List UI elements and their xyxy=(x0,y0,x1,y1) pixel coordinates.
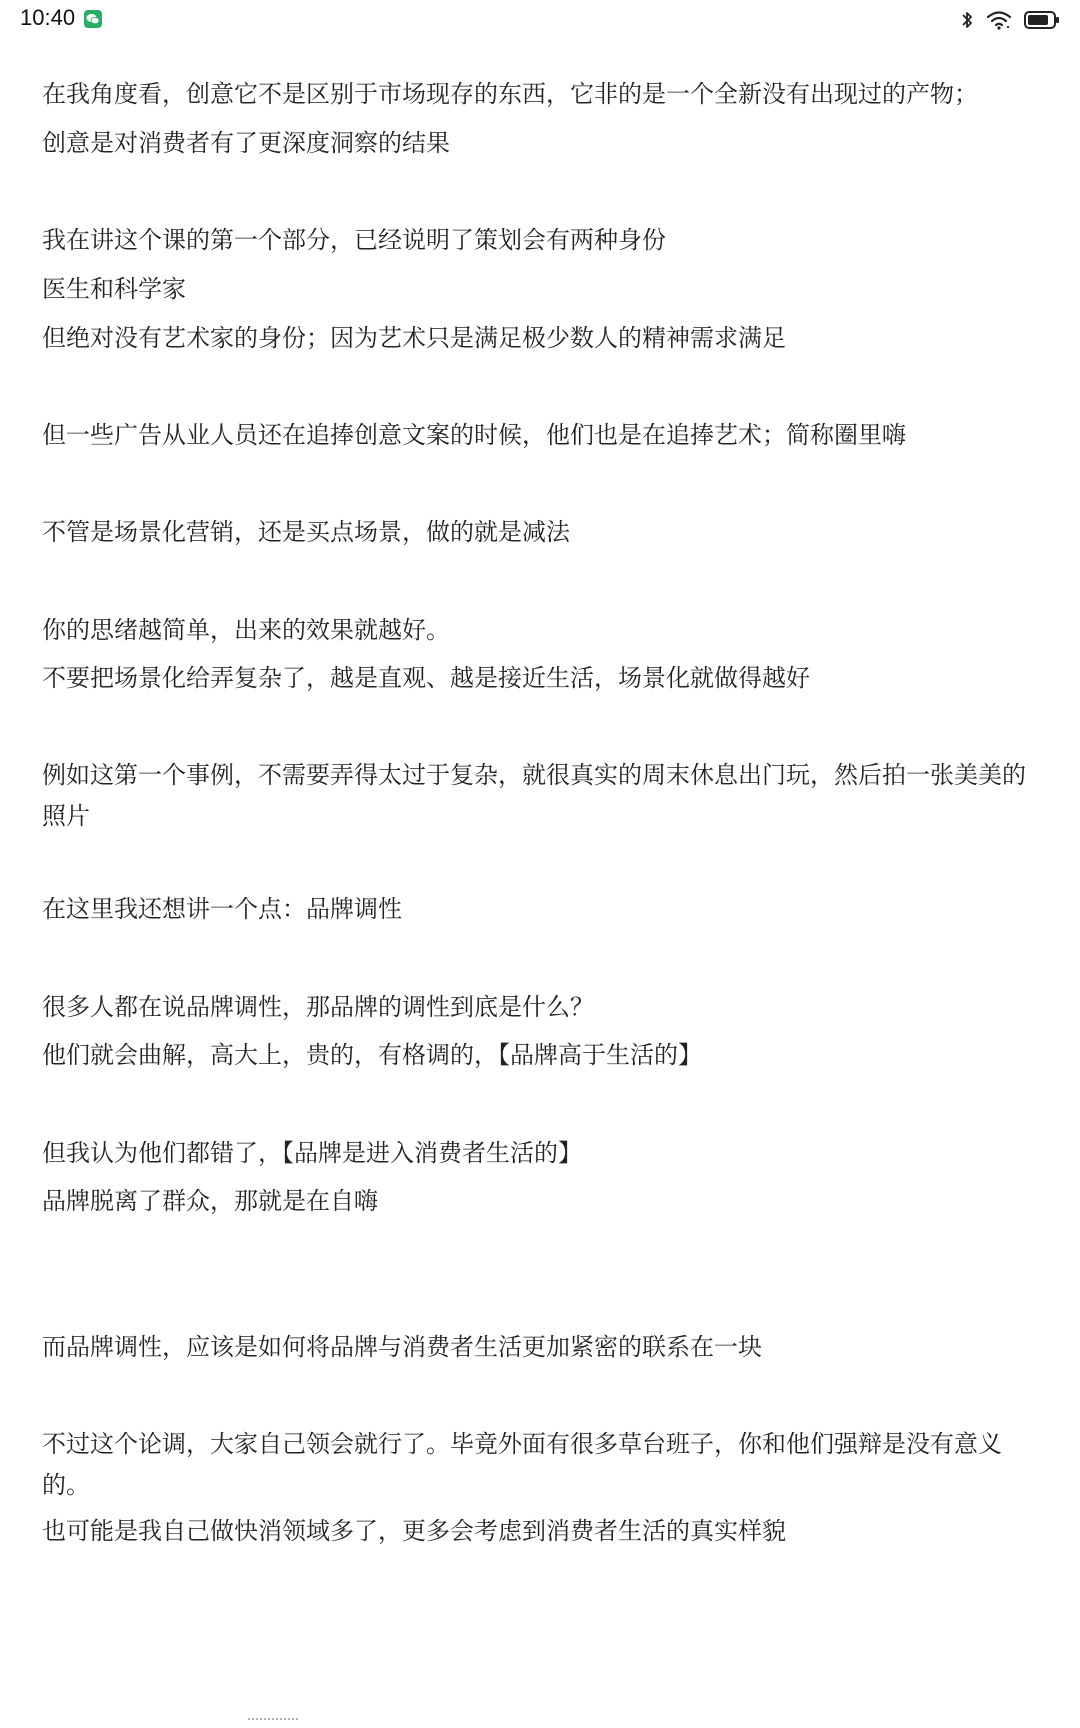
paragraph: 但我认为他们都错了，【品牌是进入消费者生活的】 xyxy=(42,1139,582,1167)
paragraph: 也可能是我自己做快消领域多了，更多会考虑到消费者生活的真实样貌 xyxy=(42,1517,786,1545)
paragraph: 例如这第一个事例，不需要弄得太过于复杂，就很真实的周末休息出门玩，然后拍一张美美的照片 xyxy=(42,761,1026,830)
paragraph: 我在讲这个课的第一个部分，已经说明了策划会有两种身份 xyxy=(42,226,666,254)
paragraph: 不管是场景化营销，还是买点场景，做的就是减法 xyxy=(42,518,570,546)
paragraph: 不过这个论调，大家自己领会就行了。毕竟外面有很多草台班子，你和他们强辩是没有意义的。 xyxy=(42,1430,1002,1499)
paragraph: 品牌脱离了群众，那就是在自嗨 xyxy=(42,1187,378,1215)
status-time: 10:40 xyxy=(20,5,76,30)
bluetooth-icon xyxy=(960,9,974,31)
paragraph: 创意是对消费者有了更深度洞察的结果 xyxy=(42,129,450,157)
wifi-icon xyxy=(986,10,1012,30)
paragraph: 在这里我还想讲一个点：品牌调性 xyxy=(42,895,402,923)
paragraph: 不要把场景化给弄复杂了，越是直观、越是接近生活，场景化就做得越好 xyxy=(42,664,810,692)
paragraph: 但绝对没有艺术家的身份；因为艺术只是满足极少数人的精神需求满足 xyxy=(42,324,786,352)
paragraph: 你的思绪越简单，出来的效果就越好。 xyxy=(42,616,450,644)
paragraph: 医生和科学家 xyxy=(42,275,186,303)
paragraph: 但一些广告从业人员还在追捧创意文案的时候，他们也是在追捧艺术；简称圈里嗨 xyxy=(42,421,906,449)
status-bar xyxy=(0,0,1080,40)
paragraph: 而品牌调性，应该是如何将品牌与消费者生活更加紧密的联系在一块 xyxy=(42,1333,762,1361)
system-status-icons xyxy=(960,6,1060,34)
wechat-icon xyxy=(84,10,102,28)
paragraph: 他们就会曲解，高大上，贵的，有格调的，【品牌高于生活的】 xyxy=(42,1041,702,1069)
battery-icon xyxy=(1024,10,1060,30)
paragraph: 很多人都在说品牌调性，那品牌的调性到底是什么？ xyxy=(42,993,594,1021)
text-cursor-marker xyxy=(248,1718,298,1722)
paragraph: 在我角度看，创意它不是区别于市场现存的东西，它非的是一个全新没有出现过的产物； xyxy=(42,80,978,108)
